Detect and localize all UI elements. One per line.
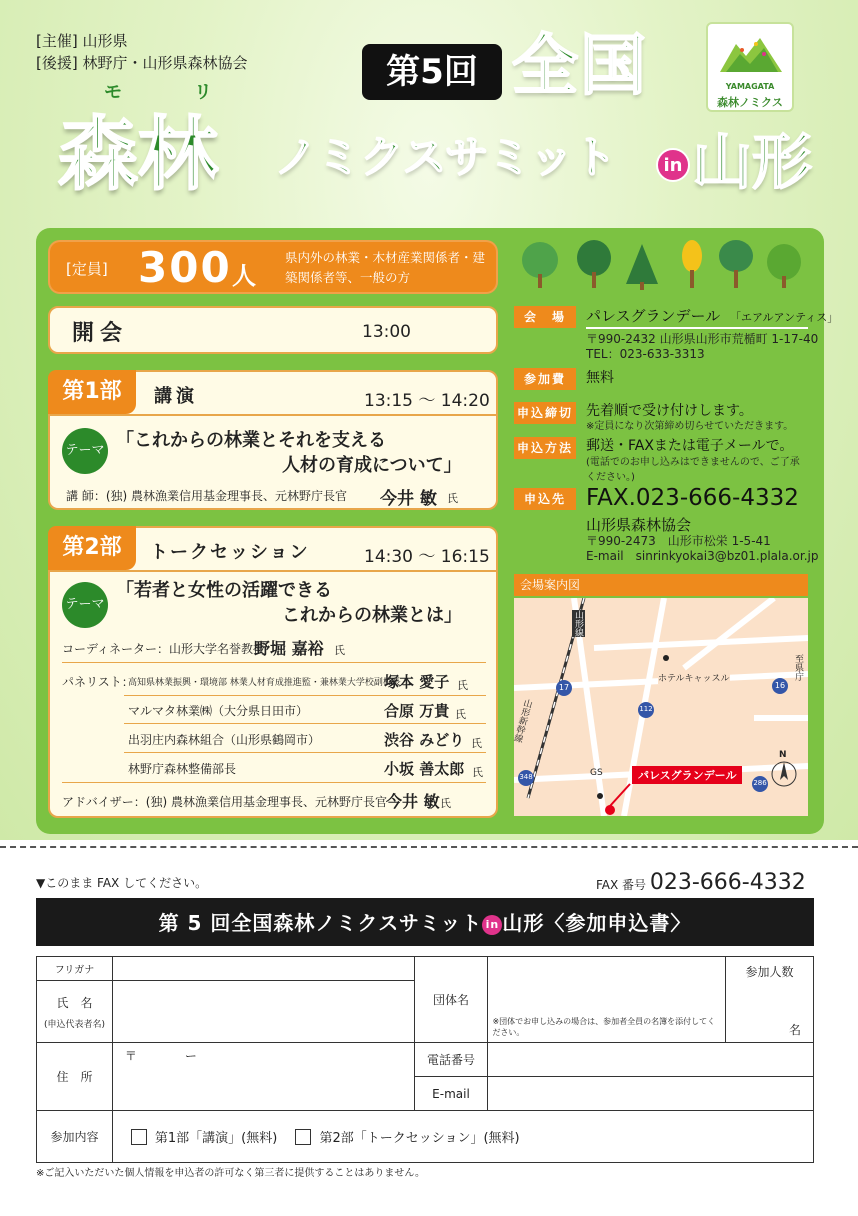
fax-instruction: ▼このまま FAX してください。	[36, 876, 208, 890]
part2-theme-line1: 「若者と女性の活躍できる	[116, 580, 332, 601]
fee-label: 参加費	[514, 368, 576, 390]
destination-address: 〒990-2473 山形市松栄 1-5-41	[586, 534, 771, 548]
org-note: ※団体でお申し込みの場合は、参加者全員の名簿を添付してください。	[492, 1017, 716, 1037]
map-pref-office-label: 至県庁	[793, 654, 803, 681]
venue-tel: TEL：023-633-3313	[586, 347, 705, 361]
tree-illustrations	[518, 236, 808, 292]
destination-org: 山形県森林協会	[586, 516, 692, 534]
part1-tab: 第1部	[48, 370, 136, 414]
mountain-logo-icon	[720, 36, 782, 72]
phone-field[interactable]	[488, 1043, 814, 1077]
email-field[interactable]	[488, 1077, 814, 1111]
title-forest: 森林	[58, 108, 218, 201]
coordinator-suffix: 氏	[334, 644, 345, 657]
part1-time: 13:15 ～ 14:20	[364, 391, 490, 411]
title-in-badge: in	[656, 148, 690, 182]
organizer-text: [主催] 山形県	[36, 32, 128, 50]
privacy-note: ※ご記入いただいた個人情報を申込者の許可なく第三者に提供することはありません。	[36, 1168, 425, 1179]
form-title	[36, 898, 814, 946]
cut-line	[0, 846, 858, 848]
panelist-4-suffix: 氏	[472, 766, 483, 779]
map-line-label: 山形線	[573, 610, 583, 637]
panelist-3-name: 渋谷 みどり	[384, 731, 465, 749]
form-title-b: 山形〈参加申込書〉	[502, 911, 692, 935]
fax-number: 023-666-4332	[649, 870, 806, 895]
title-yamagata: 山形	[692, 128, 812, 198]
title-nomics-summit: ノミクスサミット	[274, 132, 616, 183]
tree-icon	[577, 240, 611, 288]
edition-badge: 第5回	[362, 44, 502, 100]
capacity-number: 300	[138, 243, 232, 292]
speaker-role: 講 師：(独) 農林漁業信用基金理事長、元林野庁長官	[66, 489, 347, 503]
map-route-112: 112	[639, 705, 653, 713]
capacity-label: [定員]	[66, 260, 108, 278]
title-ruby: モリ	[104, 82, 284, 103]
destination-fax: FAX.023-666-4332	[586, 485, 799, 511]
name-field[interactable]	[112, 981, 414, 1043]
capacity-unit: 人	[232, 262, 256, 290]
venue-map	[511, 598, 808, 816]
furigana-field[interactable]	[112, 957, 414, 981]
deadline-value: 先着順で受け付けします。	[586, 403, 753, 419]
panelist-1-org: 高知県林業振興・環境部 林業人材育成推進監・兼林業大学校副校長	[128, 678, 401, 688]
north-icon: N	[779, 750, 787, 760]
advisor-suffix: 氏	[440, 797, 451, 810]
map-route-17: 17	[558, 683, 570, 692]
application-form	[36, 956, 814, 1163]
deadline-note: ※定員になり次第締め切らせていただきます。	[586, 421, 794, 432]
method-value: 郵送・FAXまたは電子メールで。	[586, 438, 794, 454]
map-route-286: 286	[753, 779, 767, 787]
name-label-cell	[37, 981, 113, 1043]
panelist-3-suffix: 氏	[471, 737, 482, 750]
count-unit: 名	[788, 1023, 801, 1037]
destination-label: 申込先	[514, 488, 576, 510]
part1-checkbox[interactable]	[131, 1129, 147, 1145]
venue-name: パレスグランデール	[586, 307, 721, 325]
morinomics-logo	[706, 22, 794, 112]
organizers	[36, 30, 247, 74]
supporter-text: [後援] 林野庁・山形県森林協会	[36, 54, 248, 72]
map-venue-label: パレスグランデール	[632, 766, 742, 784]
email-label: E-mail	[414, 1077, 488, 1111]
method-label: 申込方法	[514, 437, 576, 459]
part1-divider	[50, 414, 496, 416]
divider	[586, 327, 808, 329]
org-label: 団体名	[414, 957, 488, 1043]
panelist-4-name: 小坂 善太郎	[384, 760, 465, 778]
part2-title: トークセッション	[150, 542, 310, 563]
part1-title: 講演	[154, 386, 198, 407]
advisor-role: アドバイザー：(独) 農林漁業信用基金理事長、元林野庁長官	[62, 795, 387, 809]
destination-email: E-mail sinrinkyokai3@bz01.plala.or.jp	[586, 549, 819, 563]
capacity-description: 県内外の林業・木材産業関係者・建築関係者等、一般の方	[285, 250, 486, 285]
logo-yamagata: YAMAGATA	[725, 82, 775, 91]
part1-speaker	[66, 487, 347, 504]
address-label: 住 所	[37, 1043, 113, 1111]
part1-option-label: 第1部「講演」(無料)	[154, 1131, 278, 1146]
panelist-2-suffix: 氏	[455, 708, 466, 721]
divider	[62, 782, 486, 783]
deadline-label: 申込締切	[514, 402, 576, 424]
panelist-label: パネリスト：	[62, 675, 134, 689]
tree-icon	[522, 242, 558, 288]
address-field[interactable]	[112, 1043, 414, 1111]
venue-room: 「エアルアンティス」	[730, 311, 839, 324]
part1-speaker-suffix: 氏	[447, 492, 458, 505]
national-title: 全国	[512, 27, 648, 104]
content-options	[112, 1111, 813, 1163]
name-label: 氏 名	[56, 995, 93, 1010]
part1-theme-badge: テーマ	[62, 428, 108, 474]
part2-divider	[50, 570, 496, 572]
panelist-1-name: 塚本 愛子	[384, 673, 450, 691]
panelist-2-org: マルマタ林業㈱（大分県日田市）	[128, 704, 309, 718]
part2-time: 14:30 ～ 16:15	[364, 547, 490, 567]
advisor-name: 今井 敏	[386, 792, 440, 811]
phone-label: 電話番号	[414, 1043, 488, 1077]
method-note: (電話でのお申し込みはできませんので、ご了承ください。)	[586, 457, 800, 483]
opening-time: 13:00	[362, 322, 411, 342]
count-label: 参加人数	[745, 965, 794, 979]
divider	[62, 662, 486, 663]
logo-morinomics: 森林ノミクス	[717, 96, 783, 109]
venue-label: 会 場	[514, 306, 576, 328]
map-route-16: 16	[774, 681, 786, 690]
tree-icon	[682, 240, 702, 288]
panelist-1-suffix: 氏	[457, 679, 468, 692]
map-shinkansen-label: 山形新幹線	[511, 697, 533, 744]
part2-tab: 第2部	[48, 526, 136, 570]
fax-label: FAX 番号	[596, 878, 647, 892]
venue-address: 〒990-2432 山形県山形市荒楯町 1-17-40	[586, 332, 819, 346]
tree-icon	[719, 240, 753, 288]
part2-checkbox[interactable]	[295, 1129, 311, 1145]
map-route-348: 348	[519, 773, 533, 781]
furigana-label: フリガナ	[37, 957, 113, 981]
divider	[124, 723, 486, 724]
tree-icon	[767, 244, 801, 288]
opening-label: 開会	[72, 321, 129, 346]
divider	[124, 752, 486, 753]
part1-theme-line2: 人材の育成について」	[282, 455, 462, 476]
count-field[interactable]	[726, 957, 814, 1043]
panelist-3-org: 出羽庄内森林組合（山形県鶴岡市）	[128, 733, 321, 747]
divider	[124, 695, 486, 696]
map-header: 会場案内図	[514, 574, 808, 596]
part2-option-label: 第2部「トークセッション」(無料)	[319, 1131, 520, 1146]
tree-icon	[626, 244, 658, 290]
form-title-in: in	[482, 915, 502, 935]
map-gs-label: GS	[590, 768, 603, 778]
panelist-4-org: 林野庁森林整備部長	[128, 762, 237, 776]
org-field[interactable]	[488, 957, 726, 1043]
form-title-a: 第 5 回全国森林ノミクスサミット	[158, 911, 483, 935]
fee-value: 無料	[586, 370, 614, 386]
fax-number-block	[596, 870, 806, 895]
postal-mark: 〒 ー	[124, 1049, 197, 1063]
part2-theme-line2: これからの林業とは」	[282, 605, 462, 626]
coordinator-name: 野堀 嘉裕	[254, 639, 324, 658]
panelist-2-name: 合原 万貴	[384, 702, 450, 720]
map-hotel-label: ホテルキャッスル	[658, 671, 730, 684]
coordinator-role: コーディネーター：山形大学名誉教授	[62, 642, 266, 656]
content-label: 参加内容	[37, 1111, 113, 1163]
part1-speaker-name: 今井 敏	[380, 489, 437, 509]
part2-theme-badge: テーマ	[62, 582, 108, 628]
part1-theme-line1: 「これからの林業とそれを支える	[116, 430, 386, 451]
name-note: (申込代表者名)	[43, 1019, 105, 1030]
